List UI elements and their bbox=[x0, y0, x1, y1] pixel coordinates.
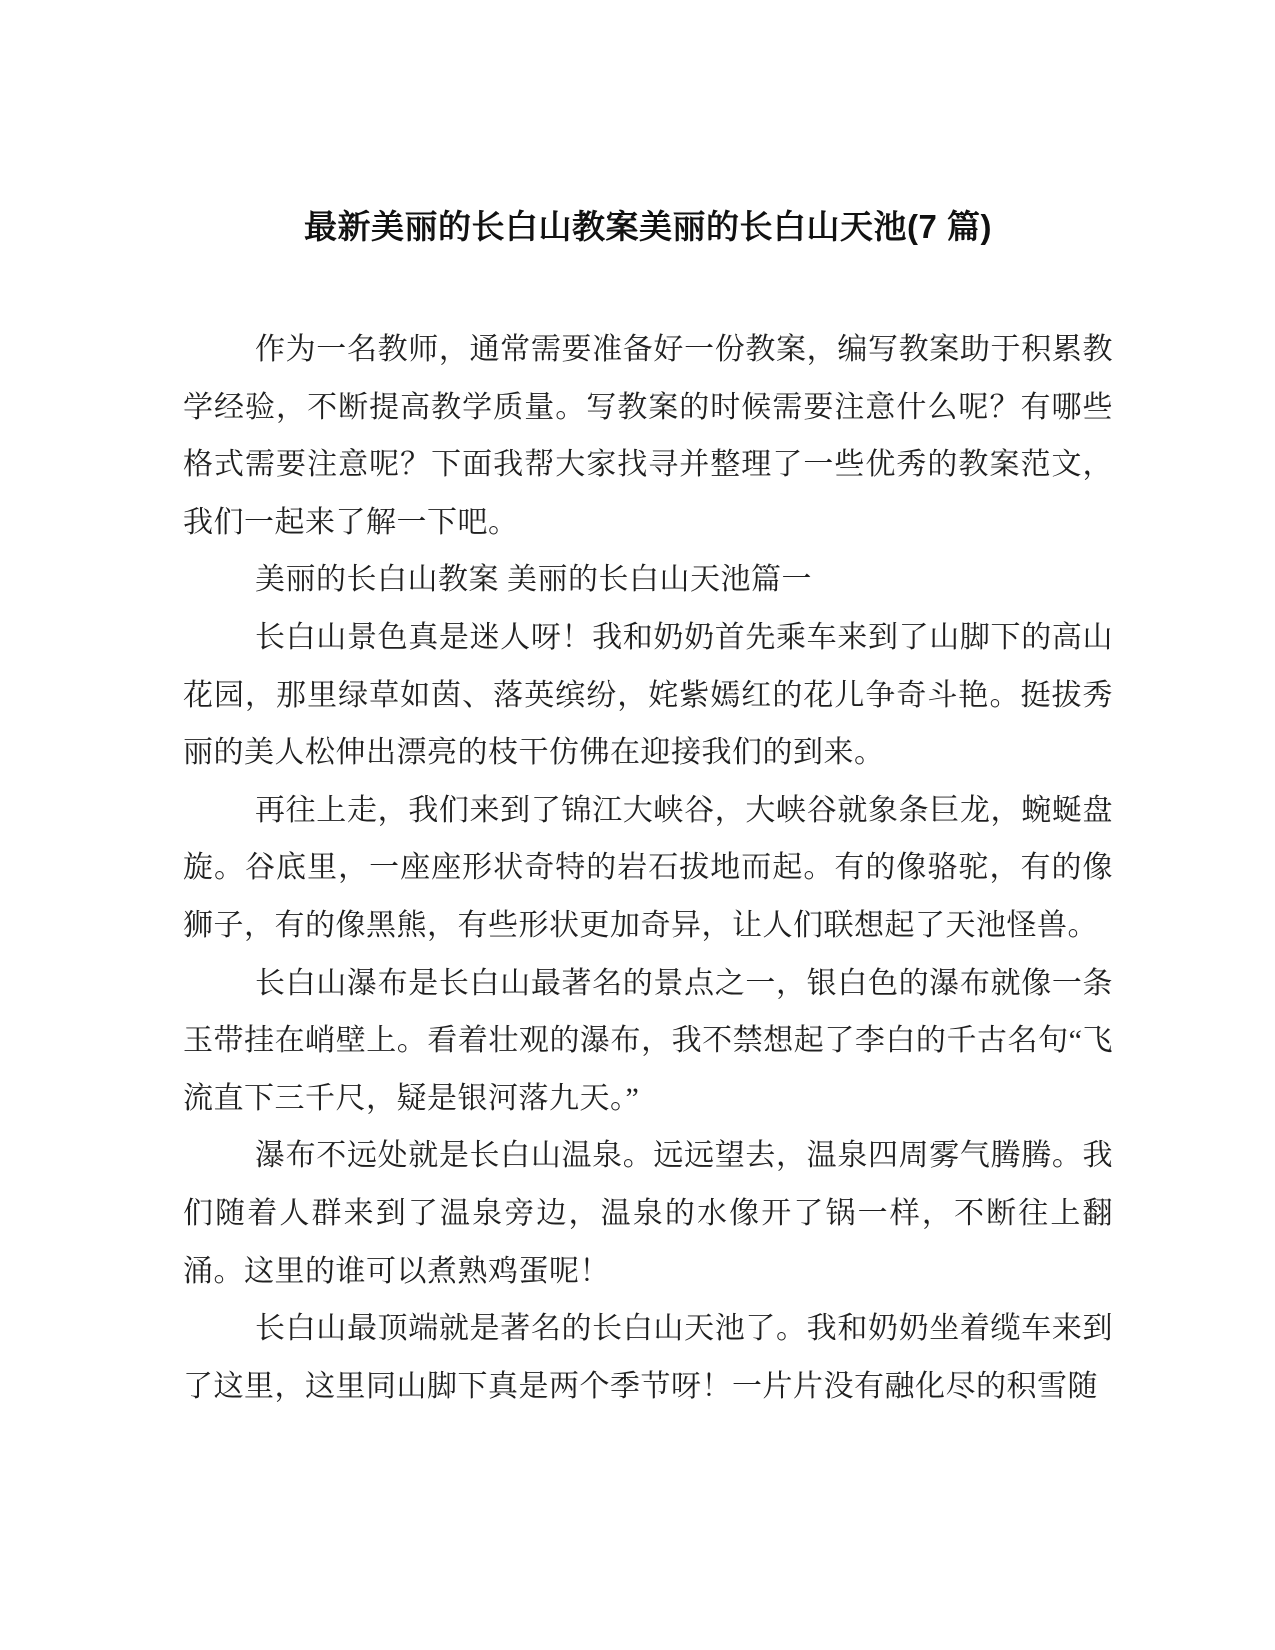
body-paragraph-tianchi: 长白山最顶端就是著名的长白山天池了。我和奶奶坐着缆车来到了这里，这里同山脚下真是两个季节呀！一片片没有融化尽的积雪随 bbox=[183, 1312, 1113, 1403]
intro-paragraph: 作为一名教师，通常需要准备好一份教案，编写教案助于积累教学经验，不断提高教学质量。写教案的时候需要注意什么呢？有哪些格式需要注意呢？下面我帮大家找寻并整理了一些优秀的教案范文，我们一起来了解一下吧。 bbox=[183, 333, 1113, 539]
document-title: 最新美丽的长白山教案美丽的长白山天池(7 篇) bbox=[304, 208, 992, 245]
body-paragraph-hot-spring: 瀑布不远处就是长白山温泉。远远望去，温泉四周雾气腾腾。我们随着人群来到了温泉旁边，温泉的水像开了锅一样，不断往上翻涌。这里的谁可以煮熟鸡蛋呢！ bbox=[183, 1139, 1113, 1288]
section-heading-part-one: 美丽的长白山教案 美丽的长白山天池篇一 bbox=[255, 563, 812, 597]
body-paragraph-waterfall: 长白山瀑布是长白山最著名的景点之一，银白色的瀑布就像一条玉带挂在峭壁上。看着壮观的瀑布，我不禁想起了李白的千古名句“飞流直下三千尺，疑是银河落九天。” bbox=[183, 966, 1113, 1115]
document-body bbox=[183, 321, 1113, 1415]
body-paragraph-flower-garden: 长白山景色真是迷人呀！我和奶奶首先乘车来到了山脚下的高山花园，那里绿草如茵、落英缤纷，姹紫嫣红的花儿争奇斗艳。挺拔秀丽的美人松伸出漂亮的枝干仿佛在迎接我们的到来。 bbox=[183, 620, 1113, 770]
body-paragraph-canyon: 再往上走，我们来到了锦江大峡谷，大峡谷就象条巨龙，蜿蜒盘旋。谷底里，一座座形状奇特的岩石拔地而起。有的像骆驼，有的像狮子，有的像黑熊，有些形状更加奇异，让人们联想起了天池怪兽。 bbox=[183, 793, 1113, 942]
